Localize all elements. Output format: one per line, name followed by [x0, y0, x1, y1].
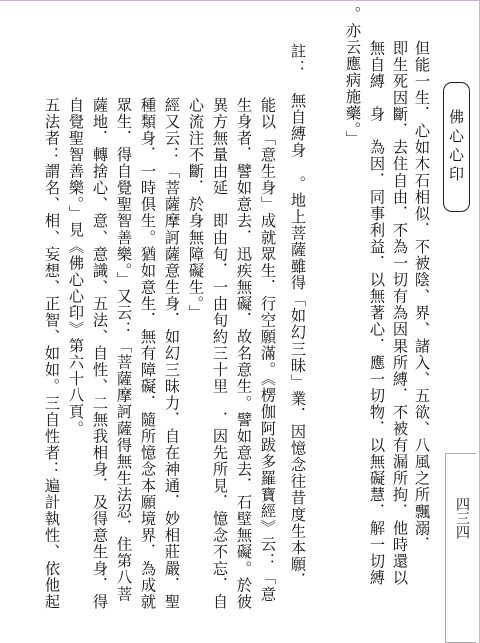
text-column-9: 異方無量由延 即由旬．一由旬約三十里 ．因先所見．憶念不忘．自: [211, 97, 229, 611]
page-number: 四三四: [454, 497, 470, 539]
text-column-7: 能以「意生身」成就眾生．行空願滿。《楞伽阿跋多羅寶經》云：「意: [259, 97, 277, 603]
header-tab: [443, 82, 470, 212]
text-column-15: 自覺聖智善樂。」見《佛心心印》第六十八頁。: [67, 97, 85, 437]
text-column-12: 種類身．一時俱生。猶如意生．無有障礙．隨所憶念本願境界．為成就: [139, 97, 157, 611]
text-column-2: 即生死因斷．去住自由．不為一切有為因果所縛．不被有漏所拘．他時還以: [391, 40, 409, 587]
page-number-box: [445, 453, 476, 643]
text-column-8: 生身者．譬如意去．迅疾無礙．故名意生。譬如意去．石壁無礙。於彼: [235, 97, 253, 611]
text-column-13: 眾生．得自覺聖智善樂。」又云：「菩薩摩訶薩得無生法忍．住第八菩: [115, 97, 133, 603]
text-column-14: 薩地．轉捨心、意、意識、五法、自性、二無我相身．及得意生身．得: [91, 97, 109, 611]
text-column-3: 無自縛 身 為因．同事利益．以無著心．應一切物．以無礙慧．解一切縛: [368, 40, 386, 587]
text-column-1: 但能一生．心如木石相似．不被陰、界、諸入、五欲、八風之所飄溺．: [413, 40, 431, 554]
text-column-11: 經又云：「菩薩摩訶薩意生身．如幻三昧力．自在神通．妙相莊嚴．聖: [163, 97, 181, 611]
header-tab-label: 佛心心印: [447, 109, 465, 185]
text-column-16: 五法者：謂名、相、妄想、正智、如如。三自性者：遍計執性、依他起: [43, 97, 61, 611]
text-column-10: 心流注不斷．於身無障礙生。」: [187, 97, 205, 322]
text-column-6: 註： 無自縛身 。地上菩薩雖得「如幻三昧」業．因憶念往昔度生本願．: [289, 43, 307, 590]
text-column-4: 。亦云應病施藥。」: [344, 6, 362, 148]
